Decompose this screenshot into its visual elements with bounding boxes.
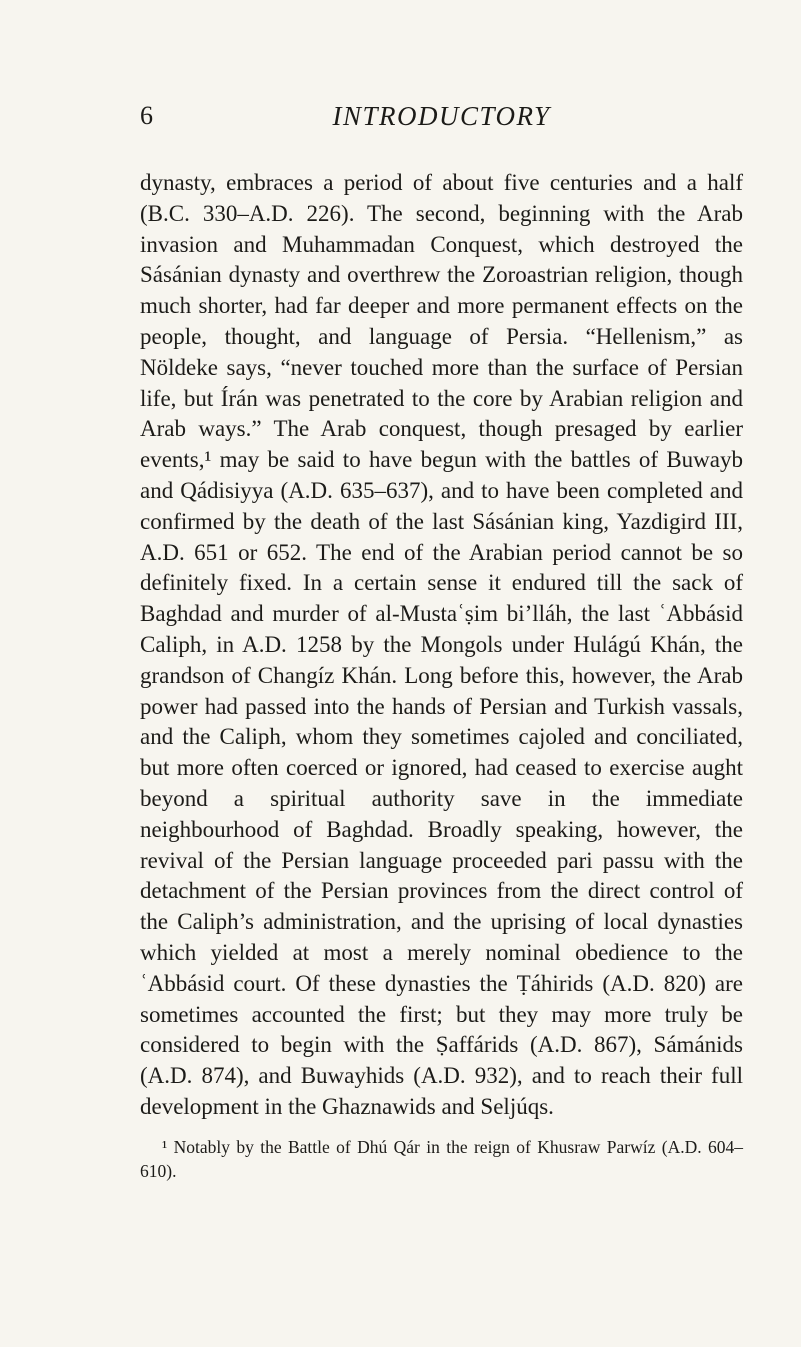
- running-title: INTRODUCTORY: [332, 101, 551, 131]
- main-text: [140, 168, 743, 1123]
- page-header: [140, 96, 743, 136]
- footnote: [140, 1135, 743, 1183]
- page-number: 6: [140, 101, 153, 130]
- body-paragraph: dynasty, embraces a period of about five centuries and a half (B.C. 330–A.D. 226). The second, beginning with the Arab invasion and Muhammadan Conquest, which destroyed the Sásánian dynasty and overthrew the Zoroastrian religion, though much shorter, had far deeper and more permanent effects on the people, thought, and language of Persia. “Hellenism,” as Nöldeke says, “never touched more than the surface of Persian life, but Írán was penetrated to the core by Arabian religion and Arab ways.” The Arab conquest, though presaged by earlier events,¹ may be said to have begun with the battles of Buwayb and Qádisiyya (A.D. 635–637), and to have been completed and confirmed by the death of the last Sásánian king, Yazdigird III, A.D. 651 or 652. The end of the Arabian period cannot be so definitely fixed. In a certain sense it endured till the sack of Baghdad and murder of al-Mustaʿṣim bi’lláh, the last ʿAbbásid Caliph, in A.D. 1258 by the Mongols under Hulágú Khán, the grandson of Changíz Khán. Long before this, however, the Arab power had passed into the hands of Persian and Turkish vassals, and the Caliph, whom they sometimes cajoled and conciliated, but more often coerced or ignored, had ceased to exercise aught beyond a spiritual authority save in the immediate neighbourhood of Baghdad. Broadly speaking, however, the revival of the Persian language proceeded pari passu with the detachment of the Persian provinces from the direct control of the Caliph’s administration, and the uprising of local dynasties which yielded at most a merely nominal obedience to the ʿAbbásid court. Of these dynasties the Ṭáhirids (A.D. 820) are sometimes accounted the first; but they may more truly be considered to begin with the Ṣaffárids (A.D. 867), Sámánids (A.D. 874), and Buwayhids (A.D. 932), and to reach their full development in the Ghaznawids and Seljúqs.: [140, 170, 743, 1119]
- footnote-text: ¹ Notably by the Battle of Dhú Qár in the reign of Khusraw Parwíz (A.D. 604–610).: [140, 1137, 743, 1181]
